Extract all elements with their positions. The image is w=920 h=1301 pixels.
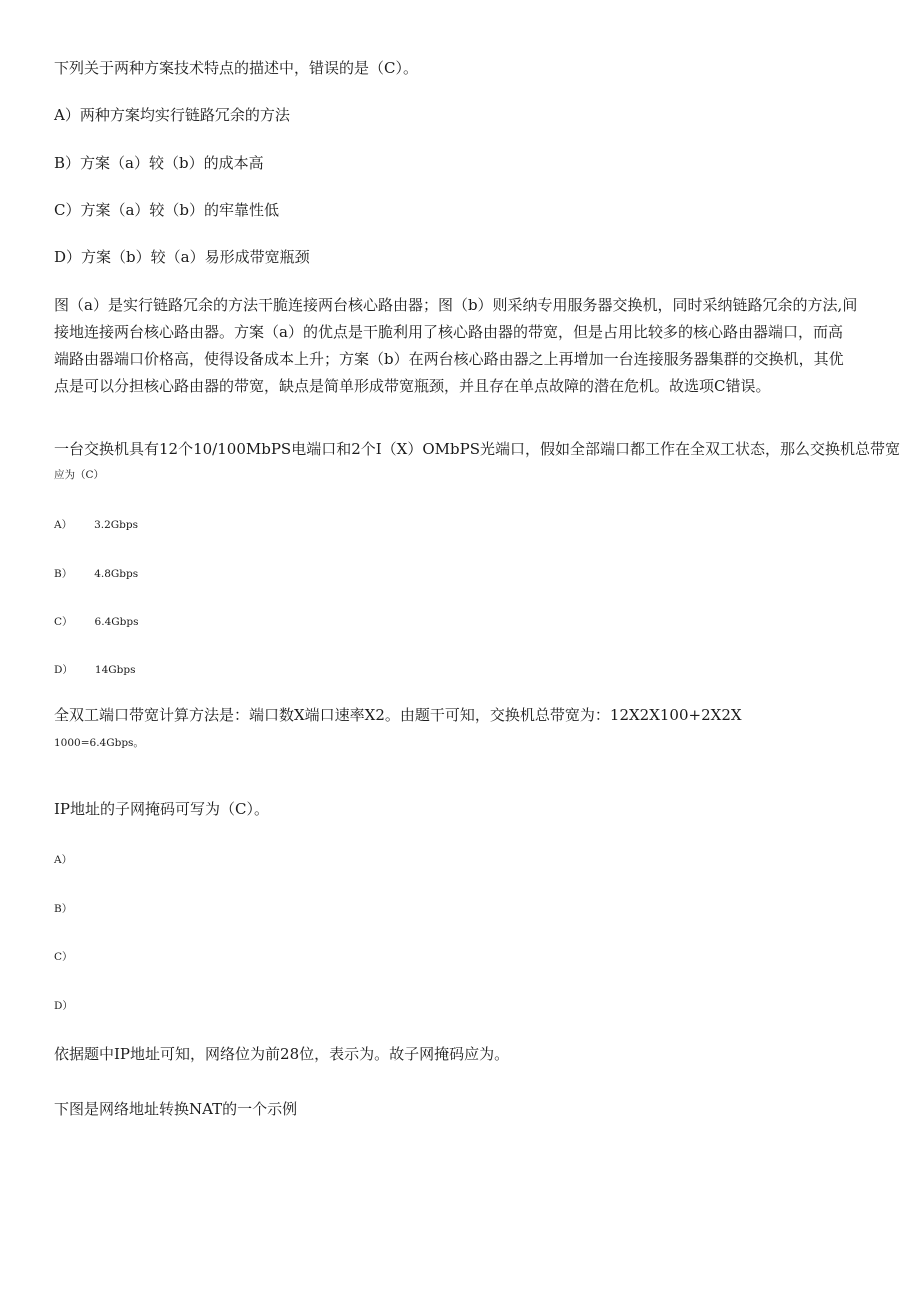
question-2-stem-line-2: 应为（C） — [54, 469, 105, 481]
option-letter: D） — [54, 664, 73, 676]
question-1-option-d: D）方案（b）较（a）易形成带宽瓶颈 — [54, 248, 310, 266]
option-letter: A） — [54, 519, 73, 531]
question-3-option-b: B） — [54, 903, 73, 915]
explanation-line: 端路由器端口价格高，使得设备成本上升；方案（b）在两台核心路由器之上再增加一台连接服务器集群的交换机，其优 — [54, 350, 844, 368]
question-3-option-d: D） — [54, 1000, 73, 1012]
question-3-stem: IP地址的子网掩码可写为（C）。 — [54, 800, 269, 818]
option-value: 6.4Gbps — [94, 616, 139, 628]
question-2-option-c — [54, 613, 138, 631]
question-2-explanation-line-1: 全双工端口带宽计算方法是：端口数X端口速率X2。由题干可知，交换机总带宽为：12X2X100+2X2X — [54, 706, 742, 724]
question-1-stem: 下列关于两种方案技术特点的描述中，错误的是（C）。 — [54, 59, 418, 77]
question-2-explanation-line-2: 1000=6.4Gbps。 — [54, 737, 144, 749]
question-2-option-d — [54, 661, 136, 679]
option-value: 14Gbps — [94, 664, 136, 676]
question-3-option-c: C） — [54, 951, 73, 963]
explanation-line: 点是可以分担核心路由器的带宽，缺点是简单形成带宽瓶颈，并且存在单点故障的潜在危机。故选项C错误。 — [54, 377, 771, 395]
explanation-line: 接地连接两台核心路由器。方案（a）的优点是干脆利用了核心路由器的带宽，但是占用比较多的核心路由器端口，而高 — [54, 323, 843, 341]
question-1-explanation — [54, 292, 866, 400]
question-1-option-b: B）方案（a）较（b）的成本高 — [54, 154, 264, 172]
question-1-option-c: C）方案（a）较（b）的牢靠性低 — [54, 201, 280, 219]
option-letter: B） — [54, 568, 73, 580]
option-letter: C） — [54, 616, 73, 628]
question-2-option-a — [54, 516, 138, 534]
explanation-line: 图（a）是实行链路冗余的方法干脆连接两台核心路由器；图（b）则采纳专用服务器交换机，同时采纳链路冗余的方法,间 — [54, 296, 858, 314]
question-2-option-b — [54, 565, 138, 583]
question-4-stem: 下图是网络地址转换NAT的一个示例 — [54, 1100, 298, 1118]
option-value: 3.2Gbps — [94, 519, 139, 531]
question-3-option-a: A） — [54, 854, 73, 866]
question-3-explanation: 依据题中IP地址可知，网络位为前28位，表示为。故子网掩码应为。 — [54, 1045, 510, 1063]
question-1-option-a: A）两种方案均实行链路冗余的方法 — [54, 106, 290, 124]
question-2-stem-line-1: 一台交换机具有12个10/100MbPS电端口和2个I（X）OMbPS光端口，假如全部端口都工作在全双工状态，那么交换机总带宽 — [54, 440, 900, 458]
option-value: 4.8Gbps — [94, 568, 139, 580]
